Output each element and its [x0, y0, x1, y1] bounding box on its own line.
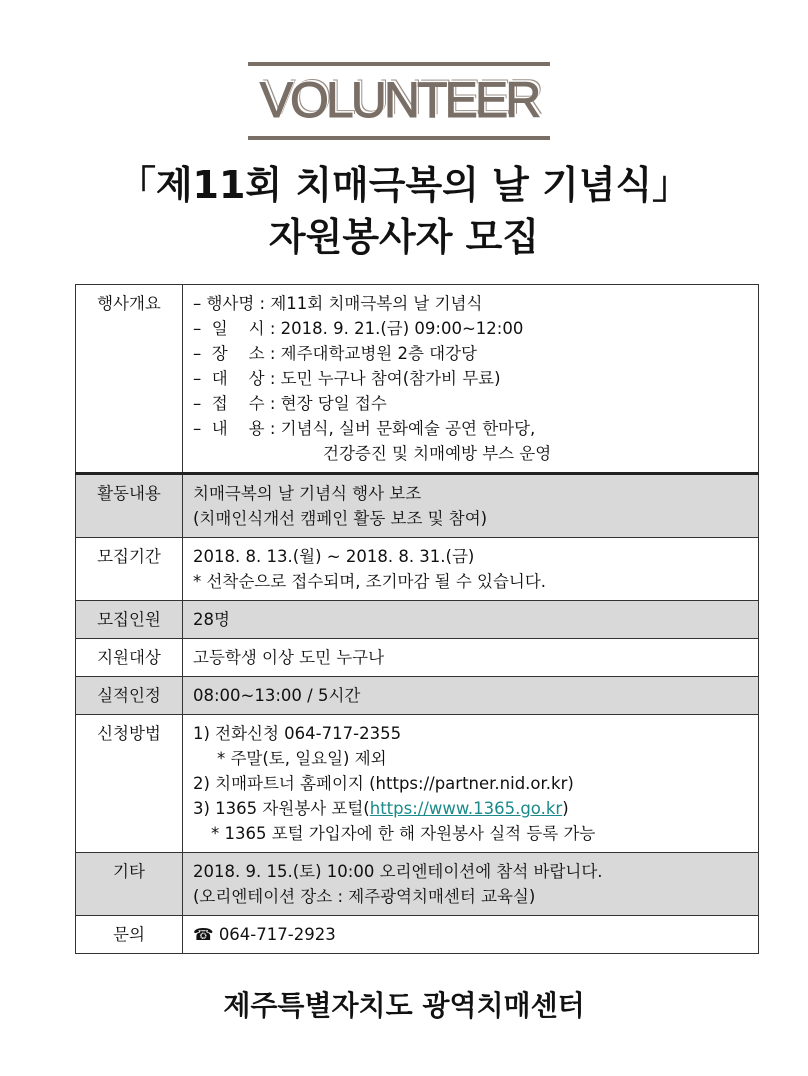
row-target [76, 639, 759, 677]
title-line-2: 자원봉사자 모집 [268, 215, 540, 259]
label-overview: 행사개요 [76, 285, 183, 474]
overview-line: – 대 상 : 도민 누구나 참여(참가비 무료) [193, 369, 501, 388]
label-target: 지원대상 [76, 639, 183, 677]
row-etc [76, 853, 759, 916]
row-activity [76, 474, 759, 538]
row-count [76, 601, 759, 639]
credit-value: 08:00~13:00 / 5시간 [183, 677, 759, 715]
portal-paren: ) [562, 799, 569, 818]
period-line: 2018. 8. 13.(월) ~ 2018. 8. 31.(금) [193, 547, 475, 566]
info-table [75, 284, 759, 954]
activity-line: 치매극복의 날 기념식 행사 보조 [193, 484, 422, 503]
logo-text: VOLUNTEER [259, 72, 539, 128]
overview-content [183, 285, 759, 474]
row-apply [76, 715, 759, 853]
etc-line: (오리엔테이션 장소 : 제주광역치매센터 교육실) [193, 887, 536, 906]
contact-phone: 064-717-2923 [218, 925, 336, 944]
overview-line: – 접 수 : 현장 당일 접수 [193, 394, 387, 413]
count-value: 28명 [183, 601, 759, 639]
volunteer-logo [248, 60, 550, 140]
row-period [76, 538, 759, 601]
row-overview [76, 285, 759, 474]
apply-phone-note: * 주말(토, 일요일) 제외 [217, 749, 387, 768]
label-period: 모집기간 [76, 538, 183, 601]
overview-line: 건강증진 및 치매예방 부스 운영 [323, 444, 552, 463]
portal-link[interactable]: https://www.1365.go.kr [369, 799, 563, 818]
logo-bottom-rule [248, 136, 550, 140]
label-count: 모집인원 [76, 601, 183, 639]
phone-icon: ☎ [193, 925, 214, 944]
period-note: * 선착순으로 접수되며, 조기마감 될 수 있습니다. [193, 572, 547, 591]
overview-line: – 장 소 : 제주대학교병원 2층 대강당 [193, 344, 477, 363]
title-line-1: 「제11회 치매극복의 날 기념식」 [117, 163, 691, 207]
apply-phone: 1) 전화신청 064-717-2355 [193, 724, 402, 743]
activity-line: (치매인식개선 캠페인 활동 보조 및 참여) [193, 509, 488, 528]
apply-homepage: 2) 치매파트너 홈페이지 (https://partner.nid.or.kr) [193, 774, 574, 793]
portal-label: 3) 1365 자원봉사 포털( [193, 799, 370, 818]
label-apply: 신청방법 [76, 715, 183, 853]
label-credit: 실적인정 [76, 677, 183, 715]
apply-portal [193, 796, 748, 821]
organization-name: 제주특별자치도 광역치매센터 [223, 989, 585, 1022]
target-value: 고등학생 이상 도민 누구나 [183, 639, 759, 677]
etc-line: 2018. 9. 15.(토) 10:00 오리엔테이션에 참석 바랍니다. [193, 862, 603, 881]
row-contact [76, 916, 759, 954]
logo-top-rule [248, 62, 550, 66]
overview-line: – 행사명 : 제11회 치매극복의 날 기념식 [193, 294, 483, 313]
label-etc: 기타 [76, 853, 183, 916]
label-contact: 문의 [76, 916, 183, 954]
apply-portal-note: * 1365 포털 가입자에 한 해 자원봉사 실적 등록 가능 [211, 824, 596, 843]
row-credit [76, 677, 759, 715]
overview-line: – 내 용 : 기념식, 실버 문화예술 공연 한마당, [193, 419, 536, 438]
label-activity: 활동내용 [76, 474, 183, 538]
overview-line: – 일 시 : 2018. 9. 21.(금) 09:00~12:00 [193, 319, 524, 338]
